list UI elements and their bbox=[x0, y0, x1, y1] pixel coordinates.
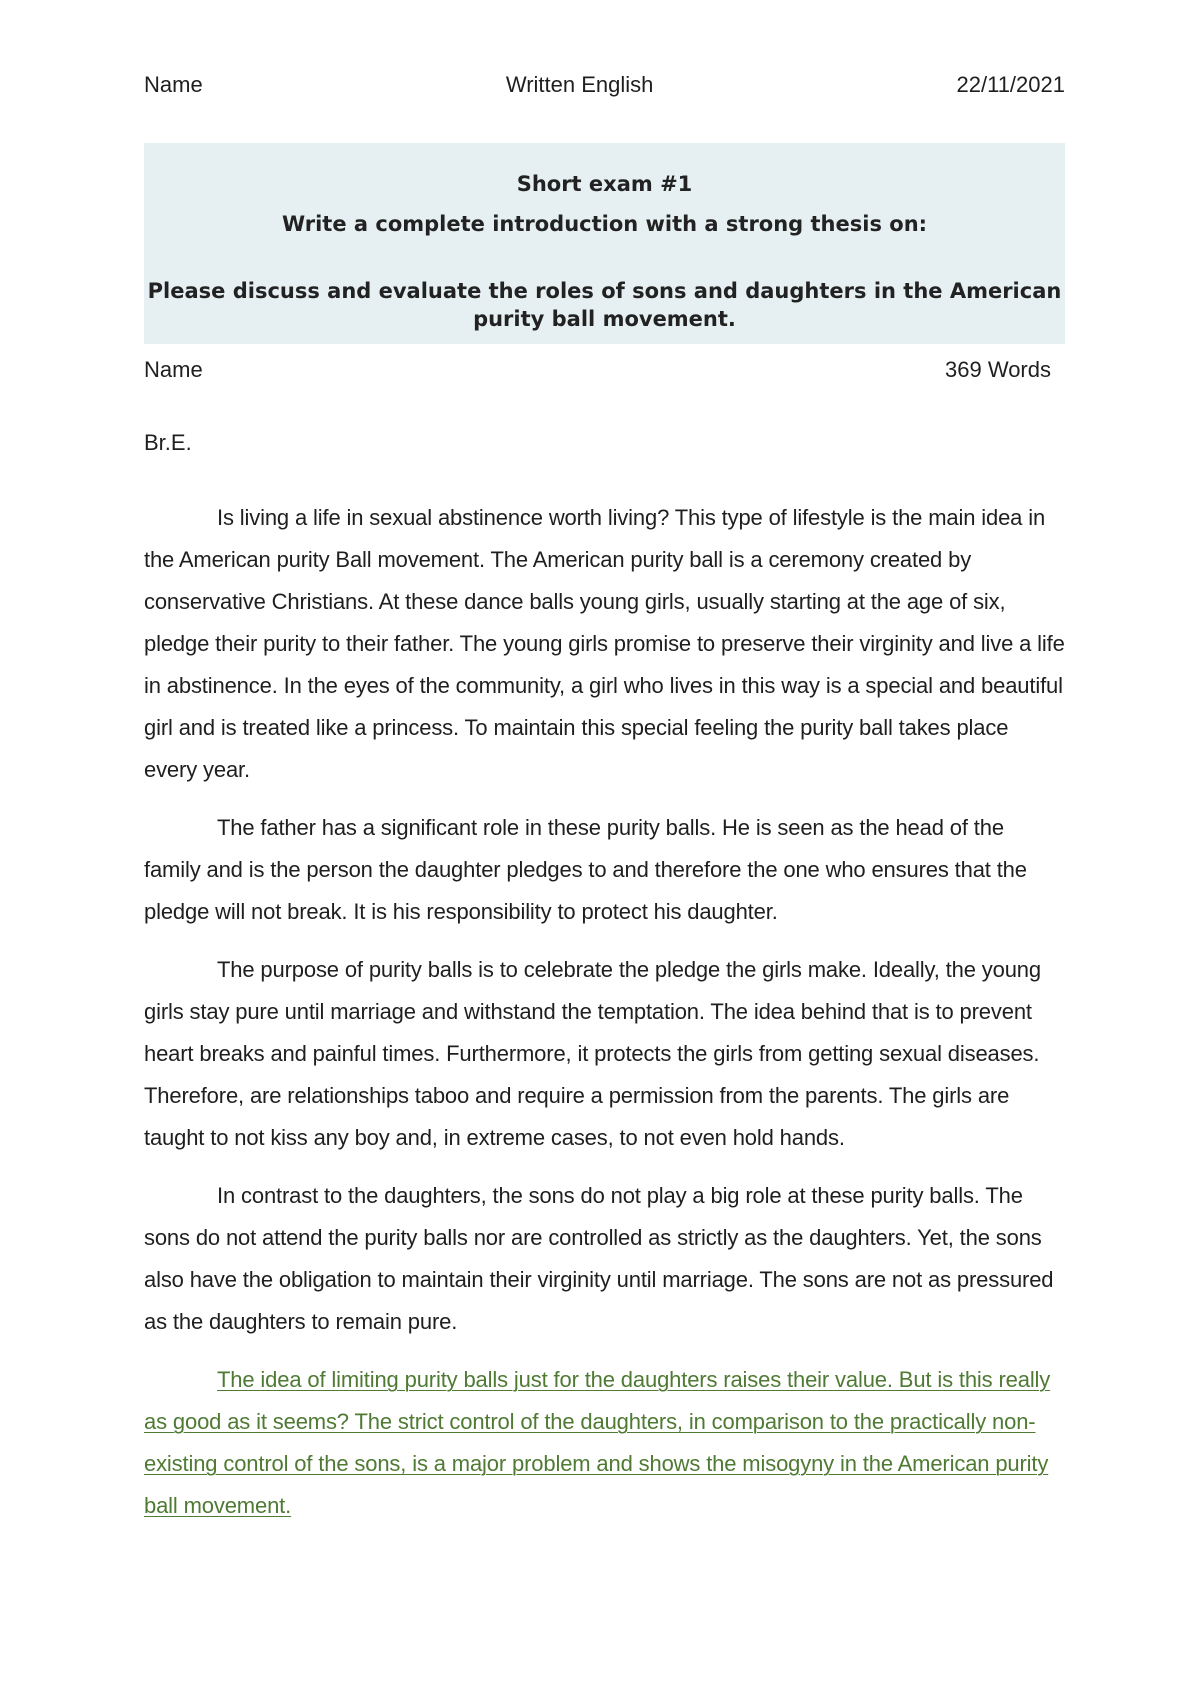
page-header bbox=[144, 70, 1065, 100]
essay-paragraph: In contrast to the daughters, the sons do not play a big role at these purity balls. The sons do not attend the purity balls nor are controlled as strictly as the daughters. Yet, the sons also have the obligation to maintain their virginity until marriage. The sons are not as pressured as the daughters to remain pure. bbox=[144, 1183, 1054, 1334]
header-course: Written English bbox=[505, 72, 654, 97]
thesis-statement: The idea of limiting purity balls just for the daughters raises their value. But is this really as good as it seems? The strict control of the daughters, in comparison to the practically non-existing control of the sons, is a major problem and shows the misogyny in the American purity ball movement. bbox=[144, 1367, 1051, 1518]
exam-prompt: Please discuss and evaluate the roles of sons and daughters in the American purity ball movement. bbox=[147, 279, 1062, 331]
word-count: 369 Words bbox=[945, 357, 1051, 382]
language-variant: Br.E. bbox=[144, 430, 192, 455]
header-date: 22/11/2021 bbox=[956, 72, 1065, 97]
exam-instruction: Write a complete introduction with a strong thesis on: bbox=[281, 212, 928, 236]
exam-title: Short exam #1 bbox=[516, 172, 693, 196]
essay-paragraph: Is living a life in sexual abstinence worth living? This type of lifestyle is the main idea in the American purity Ball movement. The American purity ball is a ceremony created by conservative Christians. At these dance balls young girls, usually starting at the age of six, pledge their purity to their father. The young girls promise to preserve their virginity and live a life in abstinence. In the eyes of the community, a girl who lives in this way is a special and beautiful girl and is treated like a princess. To maintain this special feeling the purity ball takes place every year. bbox=[144, 505, 1065, 782]
essay-paragraph: The purpose of purity balls is to celebrate the pledge the girls make. Ideally, the young girls stay pure until marriage and withstand the temptation. The idea behind that is to prevent heart breaks and painful times. Furthermore, it protects the girls from getting sexual diseases. Therefore, are relationships taboo and require a permission from the parents. The girls are taught to not kiss any boy and, in extreme cases, to not even hold hands. bbox=[144, 957, 1041, 1150]
student-meta-row bbox=[144, 355, 1051, 385]
essay-body bbox=[144, 497, 1066, 1543]
student-name: Name bbox=[144, 357, 203, 382]
header-name: Name bbox=[144, 72, 203, 97]
exam-prompt-box bbox=[144, 143, 1065, 344]
essay-paragraph: The father has a significant role in these purity balls. He is seen as the head of the family and is the person the daughter pledges to and therefore the one who ensures that the pledge will not break. It is his responsibility to protect his daughter. bbox=[144, 815, 1027, 924]
